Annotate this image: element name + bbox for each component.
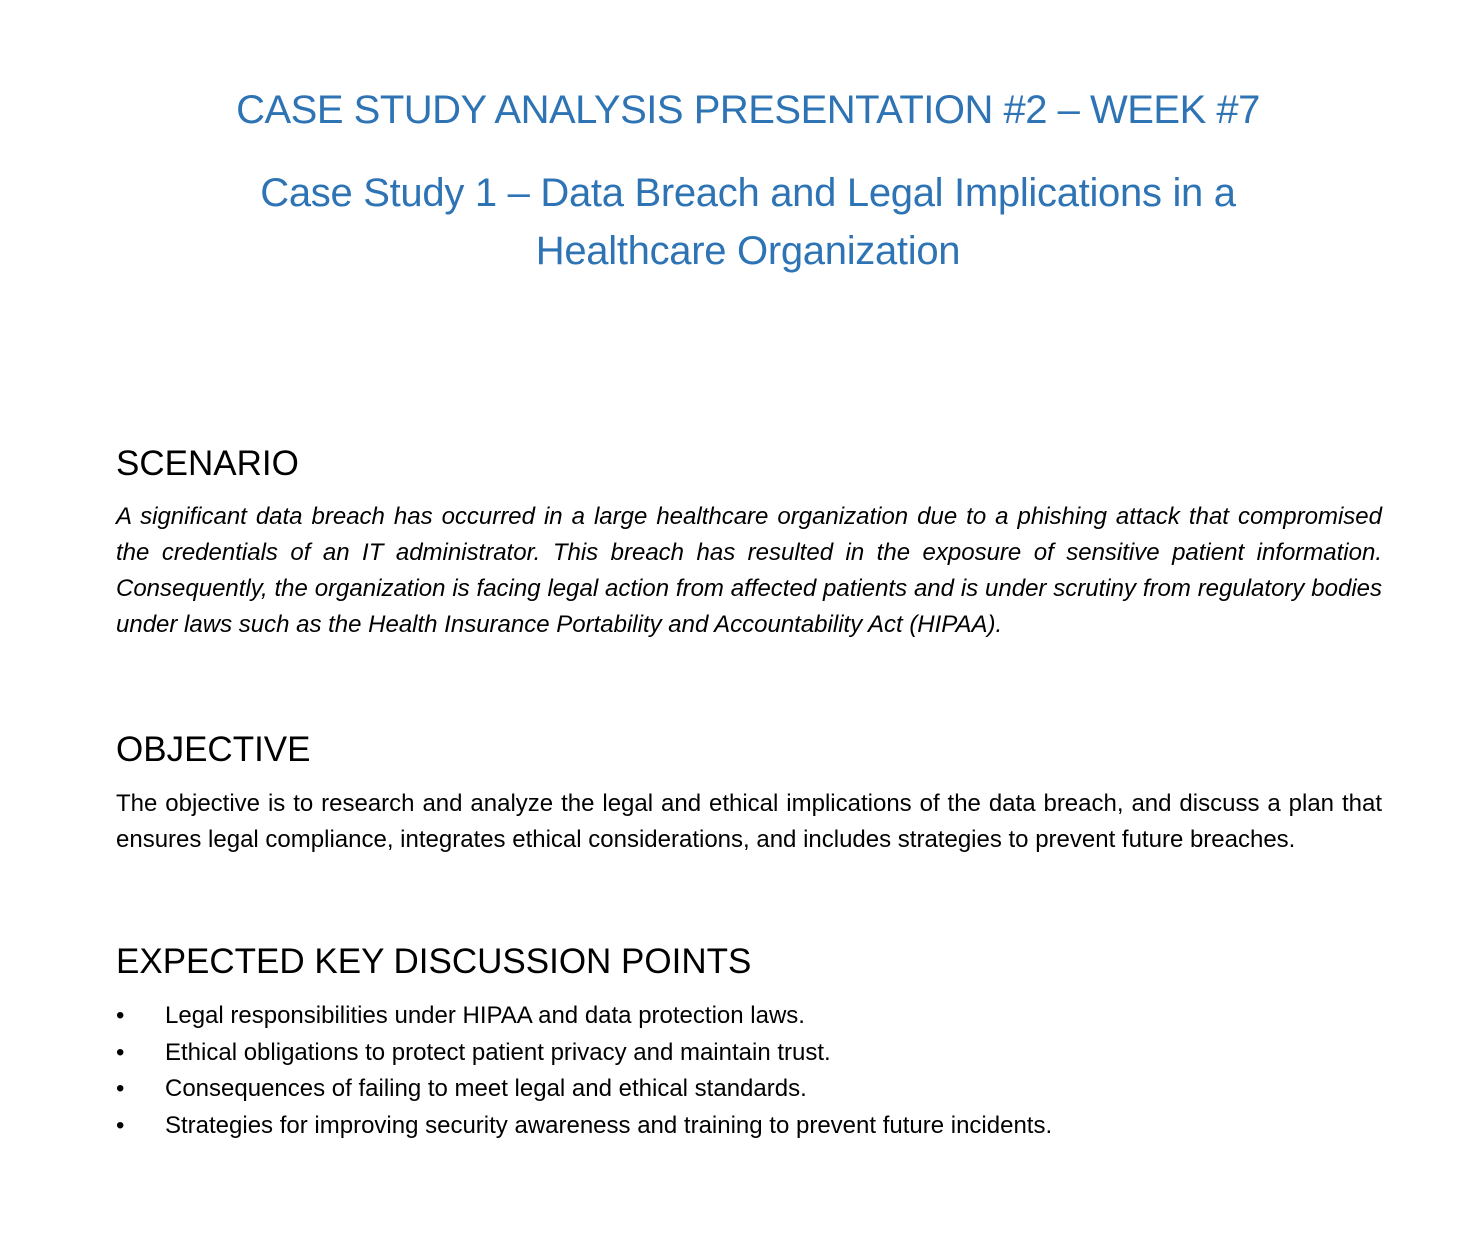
- scenario-text: A significant data breach has occurred in a large healthcare organization due to a phishing attack that compromised the credentials of an IT administrator. This breach has resulted in the exposure of sensitive patient information. Consequently, the organization is facing legal action from affected patients and is under scrutiny from regulatory bodies under laws such as the Health Insurance Portability and Accountability Act (HIPAA).: [116, 503, 1382, 638]
- scenario-heading: SCENARIO: [116, 444, 299, 483]
- list-item: [116, 1035, 1382, 1072]
- list-item-text: Consequences of failing to meet legal and ethical standards.: [165, 1075, 807, 1102]
- list-item-text: Strategies for improving security awareness and training to prevent future incidents.: [165, 1111, 1053, 1139]
- list-item: [116, 1108, 1382, 1145]
- list-item: [116, 1071, 1382, 1108]
- list-item-text: Legal responsibilities under HIPAA and data protection laws.: [165, 1002, 805, 1029]
- objective-heading: OBJECTIVE: [116, 730, 311, 769]
- document-title: CASE STUDY ANALYSIS PRESENTATION #2 – WEEK #7: [236, 88, 1260, 132]
- list-item-text: Ethical obligations to protect patient privacy and maintain trust.: [165, 1038, 831, 1066]
- document-subtitle: Case Study 1 – Data Breach and Legal Implications in a Healthcare Organization: [260, 171, 1236, 273]
- bullet-icon: •: [116, 1111, 125, 1139]
- discussion-points-heading: EXPECTED KEY DISCUSSION POINTS: [116, 942, 752, 981]
- discussion-points-list: [116, 998, 1382, 1144]
- objective-text: The objective is to research and analyze the legal and ethical implications of the data breach, and discuss a plan that ensures legal compliance, integrates ethical considerations, and includes strategies to prevent future breaches.: [116, 790, 1382, 853]
- bullet-icon: •: [116, 1038, 125, 1066]
- list-item: [116, 998, 1382, 1035]
- bullet-icon: •: [116, 1002, 125, 1029]
- bullet-icon: •: [116, 1075, 125, 1102]
